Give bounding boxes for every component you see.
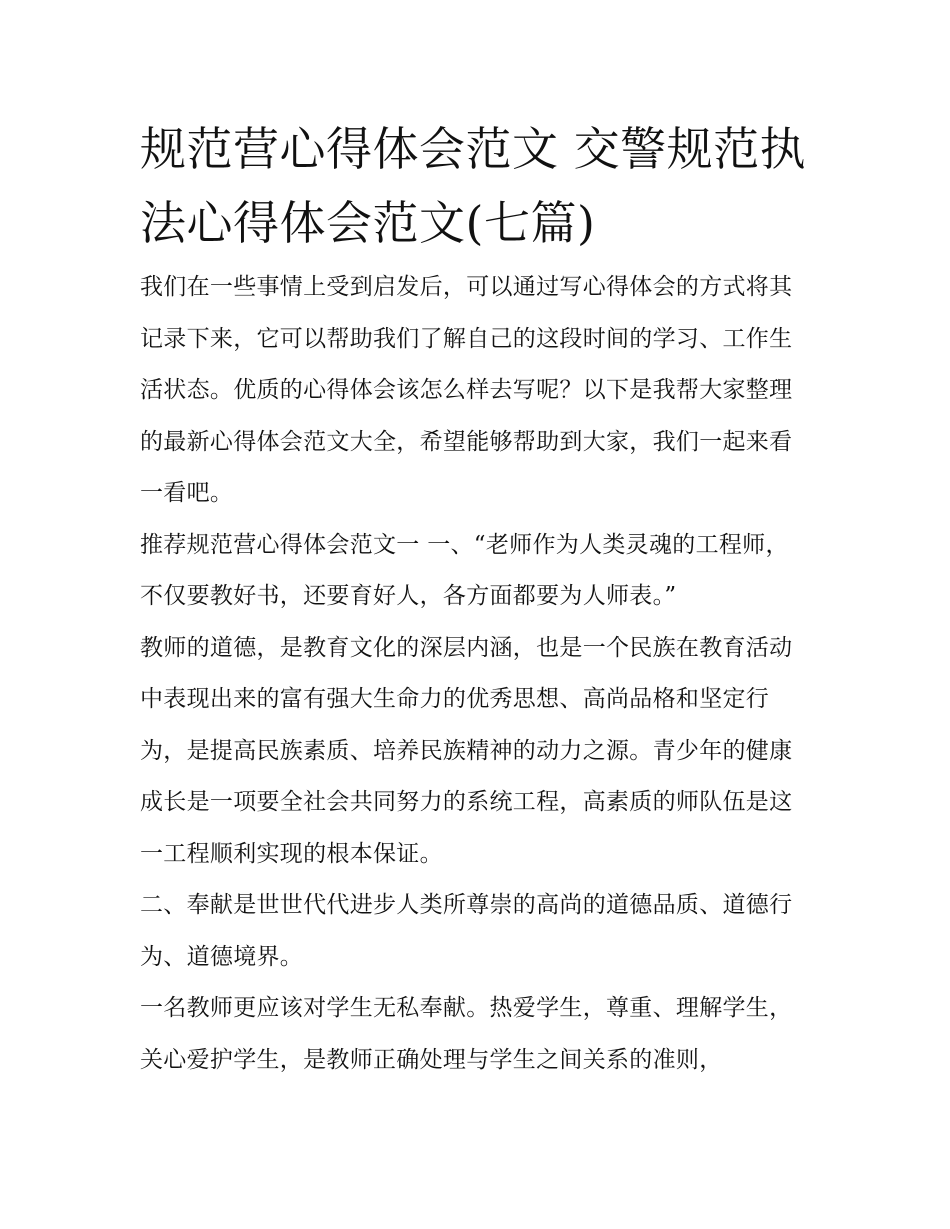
paragraph-intro: 我们在一些事情上受到启发后，可以通过写心得体会的方式将其记录下来，它可以帮助我们了解自己的这段时间的学习、工作生活状态。优质的心得体会该怎么样去写呢？以下是我帮大家整理的最新心得体会范文大全，希望能够帮助到大家，我们一起来看一看吧。 xyxy=(140,274,793,506)
document-page xyxy=(140,112,812,1086)
paragraph-recommend: 推荐规范营心得体会范文一 一、“老师作为人类灵魂的工程师，不仅要教好书，还要育好人，各方面都要为人师表。” xyxy=(140,531,789,609)
paragraph-love-students: 一名教师更应该对学生无私奉献。热爱学生，尊重、理解学生，关心爱护学生，是教师正确处理与学生之间关系的准则， xyxy=(140,995,793,1073)
paragraph-teacher-morality: 教师的道德，是教育文化的深层内涵，也是一个民族在教育活动中表现出来的富有强大生命力的优秀思想、高尚品格和坚定行为，是提高民族素质、培养民族精神的动力之源。青少年的健康成长是一项要全社会共同努力的系统工程，高素质的师队伍是这一工程顺利实现的根本保证。 xyxy=(140,634,793,867)
paragraph-dedication: 二、奉献是世世代代进步人类所尊崇的高尚的道德品质、道德行为、道德境界。 xyxy=(140,892,793,970)
document-title: 规范营心得体会范文 交警规范执法心得体会范文(七篇) xyxy=(140,122,807,250)
